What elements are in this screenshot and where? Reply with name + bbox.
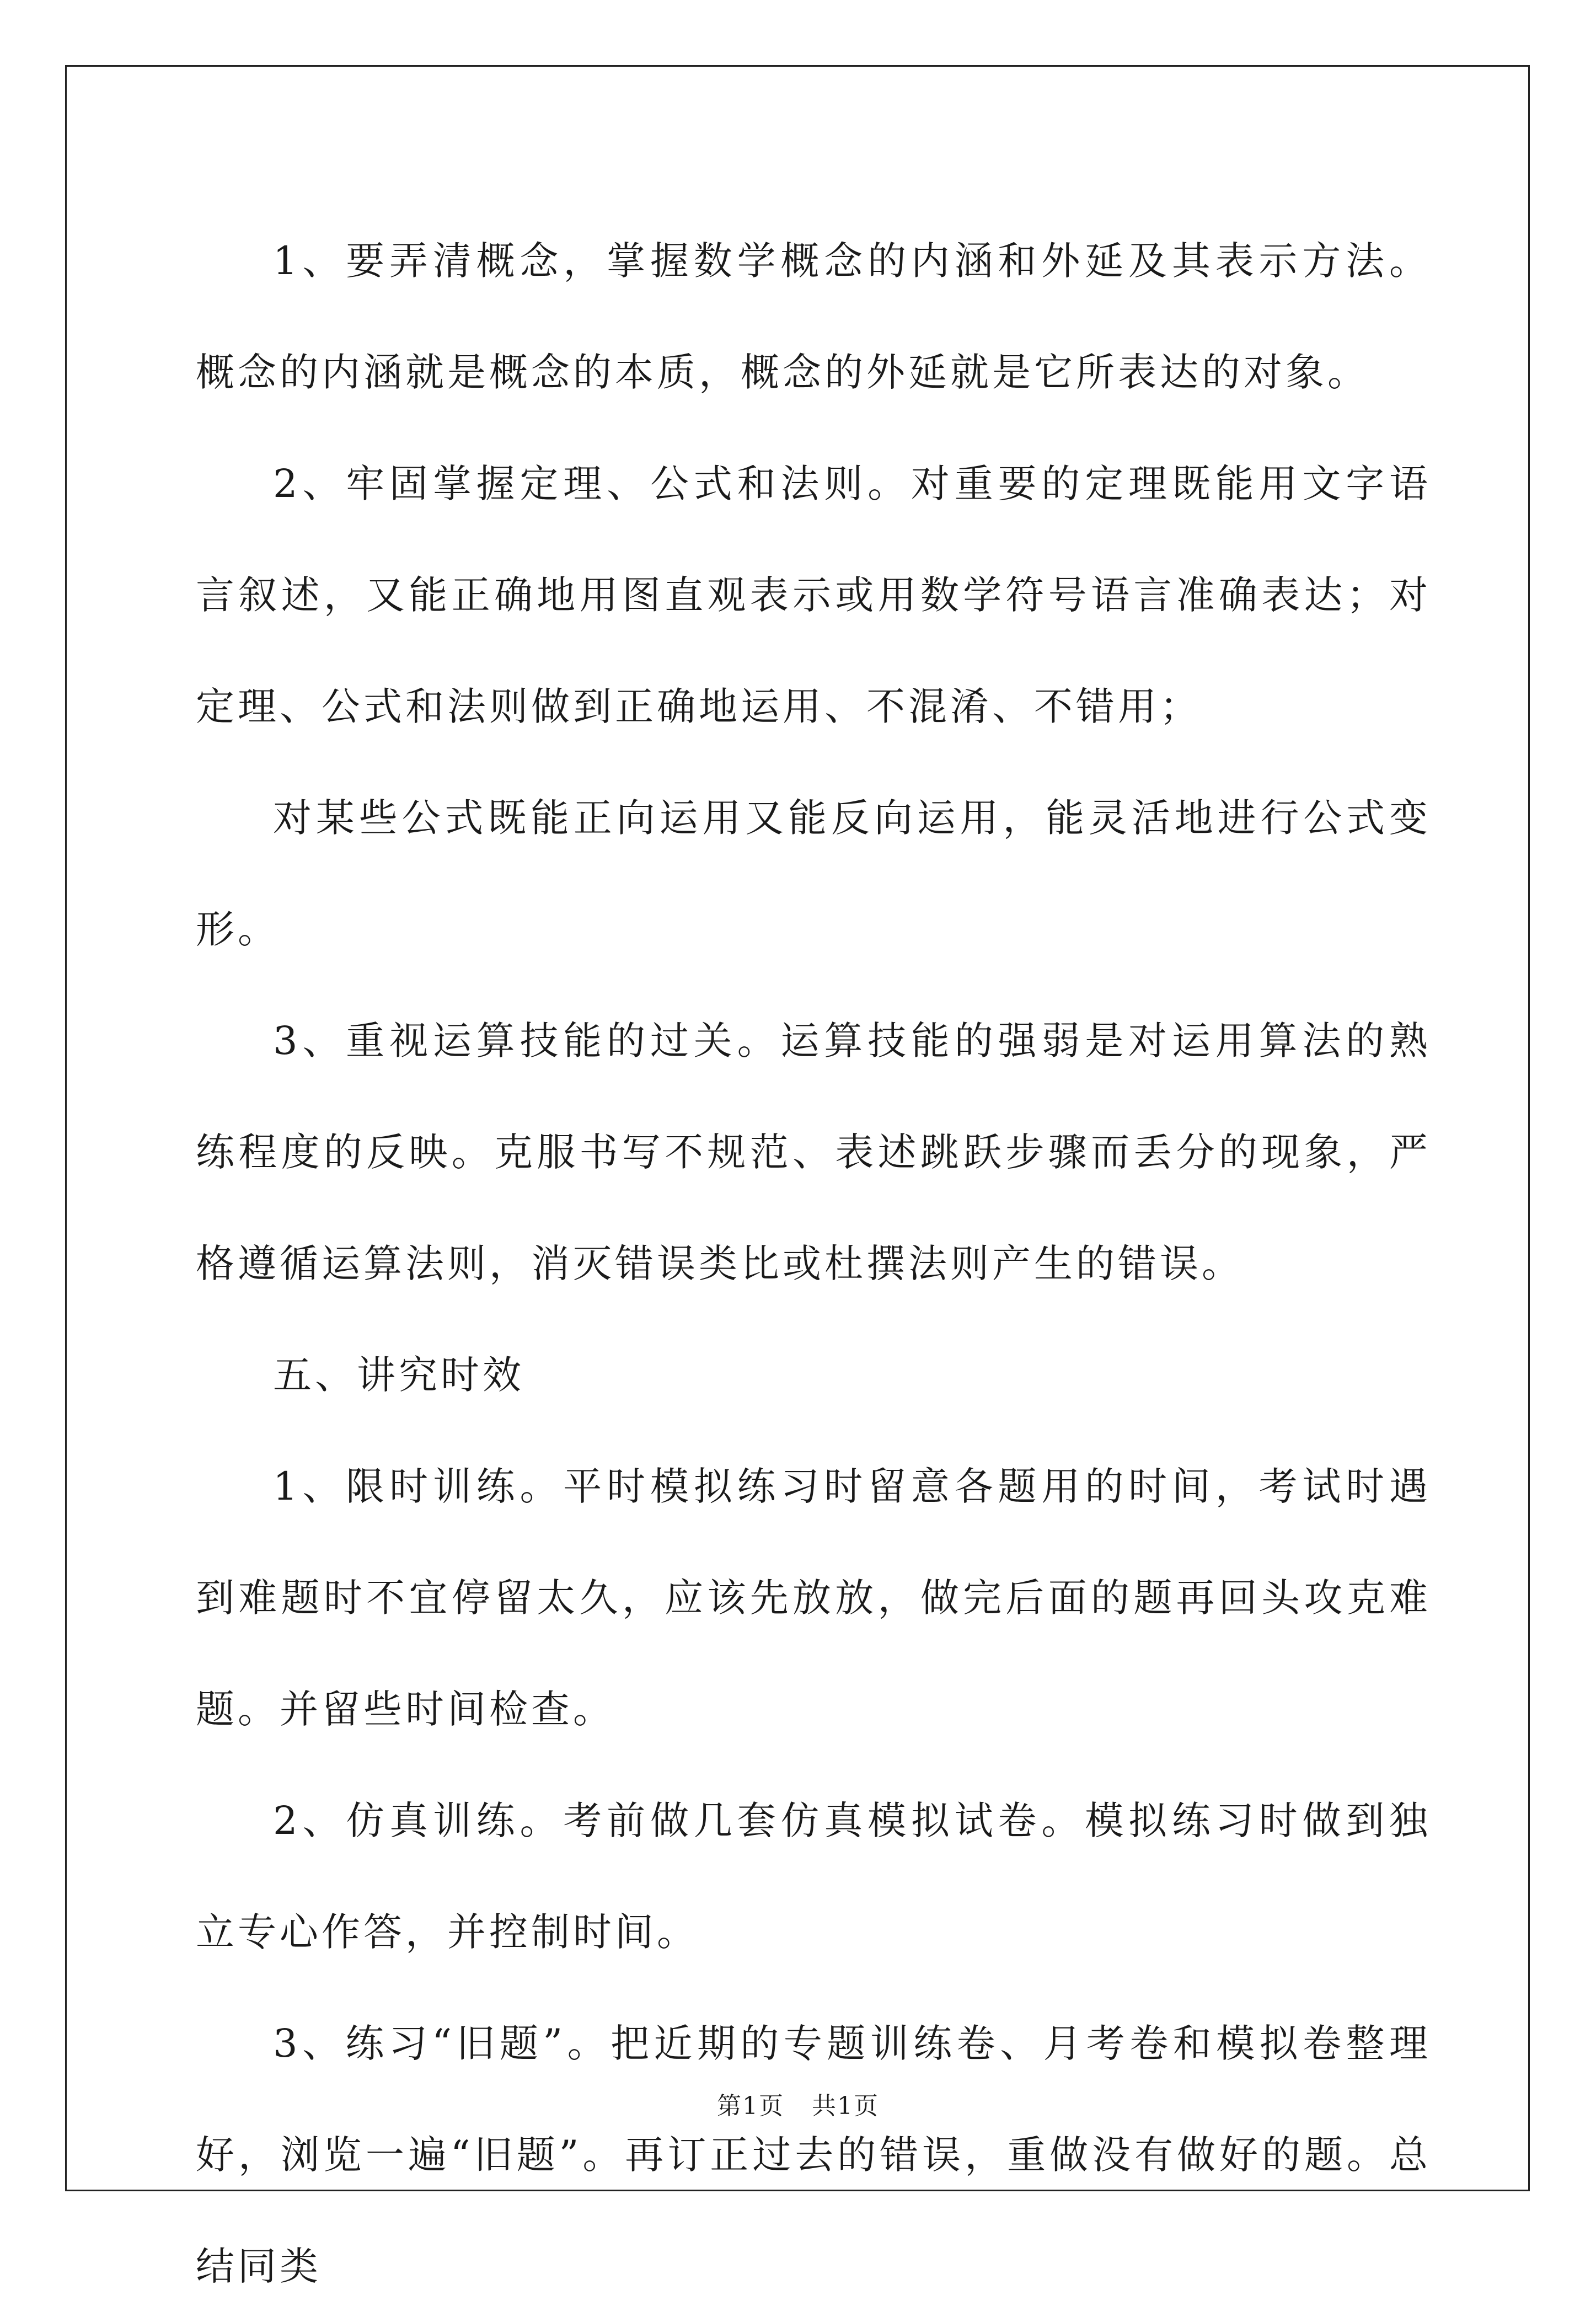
paragraph-timed-training: 1、限时训练。平时模拟练习时留意各题用的时间，考试时遇到难题时不宜停留太久，应该先放放，做完后面的题再回头攻克难题。并留些时间检查。: [196, 1464, 1431, 1732]
paragraph-theorems: 2、牢固掌握定理、公式和法则。对重要的定理既能用文字语言叙述，又能正确地用图直观表示或用数学符号语言准确表达；对定理、公式和法则做到正确地运用、不混淆、不错用；: [196, 461, 1431, 729]
paragraph-simulation-training: 2、仿真训练。考前做几套仿真模拟试卷。模拟练习时做到独立专心作答，并控制时间。: [196, 1798, 1431, 1955]
page-total: 共1页: [812, 2092, 879, 2120]
document-body: [196, 205, 1431, 2322]
page-footer: [0, 2090, 1596, 2123]
paragraph-computation-skills: 3、重视运算技能的过关。运算技能的强弱是对运用算法的熟练程度的反映。克服书写不规范、表述跳跃步骤而丢分的现象，严格遵循运算法则，消灭错误类比或杜撰法则产生的错误。: [196, 1018, 1431, 1286]
paragraph-formula-transform: 对某些公式既能正向运用又能反向运用，能灵活地进行公式变形。: [196, 795, 1431, 952]
page-number: 第1页: [717, 2092, 784, 2120]
paragraph-concepts: 1、要弄清概念，掌握数学概念的内涵和外延及其表示方法。概念的内涵就是概念的本质，概念的外延就是它所表达的对象。: [196, 238, 1431, 395]
section-heading-time-efficiency: 五、讲究时效: [273, 1352, 524, 1398]
paragraph-old-questions: 3、练习“旧题”。把近期的专题训练卷、月考卷和模拟卷整理好，浏览一遍“旧题”。再订正过去的错误，重做没有做好的题。总结同类: [196, 2021, 1431, 2289]
